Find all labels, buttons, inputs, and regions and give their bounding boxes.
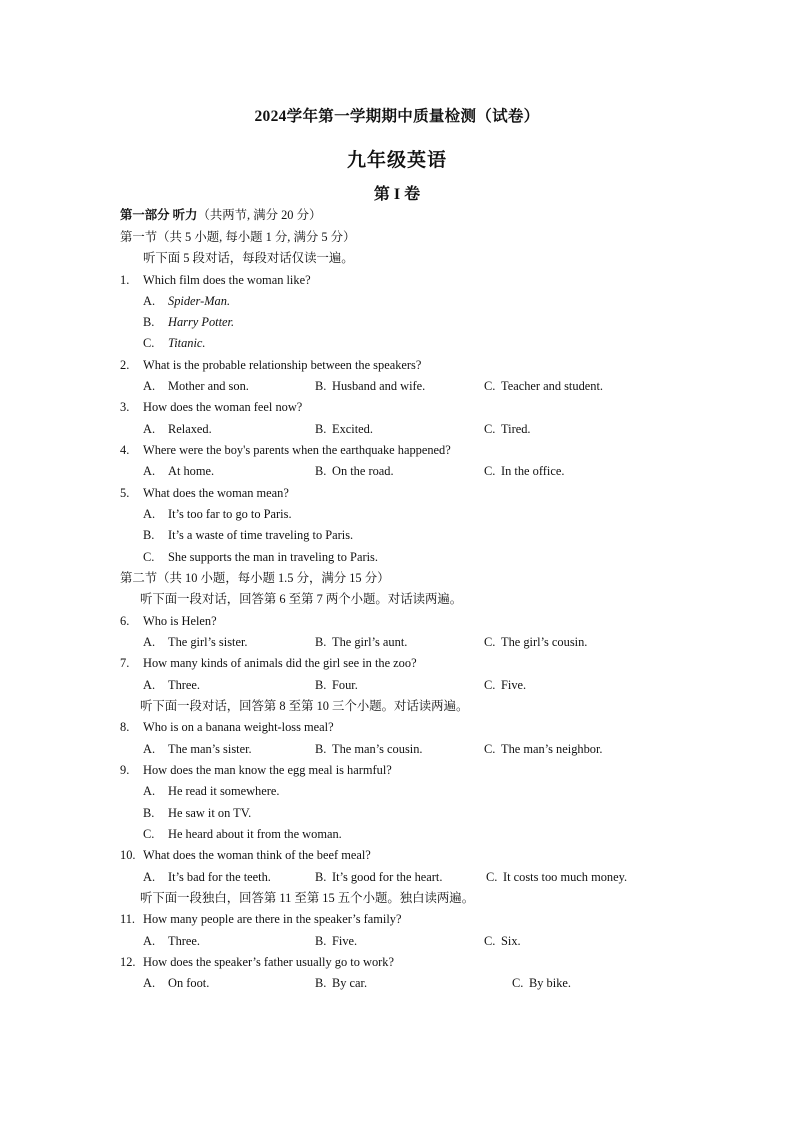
option-letter: C. — [484, 678, 496, 692]
question-number: 1. — [120, 273, 130, 287]
part1-note: （共两节, 满分 20 分） — [197, 208, 322, 222]
part1-title: 第一部分 听力 — [120, 208, 198, 222]
question-text: Who is on a banana weight-loss meal? — [143, 720, 334, 734]
question-text: Who is Helen? — [143, 614, 217, 628]
question-number: 11. — [120, 912, 136, 926]
option-text: Husband and wife. — [332, 379, 426, 393]
option-letter: B. — [315, 934, 327, 948]
option-text: The girl’s cousin. — [501, 635, 588, 649]
option-text: Five. — [501, 678, 527, 692]
option-text: Spider-Man. — [168, 294, 231, 308]
option-text: He saw it on TV. — [168, 806, 252, 820]
question-number: 6. — [120, 614, 130, 628]
question-text: How many kinds of animals did the girl see in the zoo? — [143, 656, 417, 670]
option-text: He read it somewhere. — [168, 784, 280, 798]
option-letter: A. — [143, 678, 156, 692]
question-number: 4. — [120, 443, 130, 457]
section2-instruction-b: 听下面一段对话，回答第 8 至第 10 三个小题。对话读两遍。 — [140, 699, 469, 713]
option-text: By car. — [332, 976, 368, 990]
option-text: Titanic. — [168, 336, 206, 350]
option-letter: A. — [143, 507, 156, 521]
option-letter: C. — [484, 464, 496, 478]
option-letter: B. — [143, 806, 155, 820]
option-letter: C. — [486, 870, 498, 884]
section2-title: 第二节（共 10 小题，每小题 1.5 分，满分 15 分） — [120, 571, 390, 585]
option-text: The girl’s aunt. — [332, 635, 408, 649]
option-text: Excited. — [332, 422, 373, 436]
option-letter: A. — [143, 422, 156, 436]
question-text: What does the woman think of the beef meal? — [143, 848, 371, 862]
question-text: Which film does the woman like? — [143, 273, 311, 287]
option-text: On foot. — [168, 976, 210, 990]
option-letter: B. — [315, 635, 327, 649]
question-number: 7. — [120, 656, 130, 670]
option-text: On the road. — [332, 464, 394, 478]
section2-instruction-c: 听下面一段独白，回答第 11 至第 15 五个小题。独白读两遍。 — [140, 891, 475, 905]
option-letter: A. — [143, 379, 156, 393]
option-letter: A. — [143, 635, 156, 649]
question-number: 3. — [120, 400, 130, 414]
option-letter: C. — [143, 550, 155, 564]
option-letter: C. — [484, 635, 496, 649]
option-text: Six. — [501, 934, 521, 948]
option-letter: C. — [512, 976, 524, 990]
option-letter: B. — [315, 678, 327, 692]
option-text: It’s good for the heart. — [332, 870, 443, 884]
option-letter: A. — [143, 464, 156, 478]
option-text: Five. — [332, 934, 358, 948]
option-letter: B. — [143, 528, 155, 542]
option-text: At home. — [168, 464, 215, 478]
option-text: She supports the man in traveling to Paris. — [168, 550, 378, 564]
question-number: 10. — [120, 848, 136, 862]
option-text: Three. — [168, 934, 200, 948]
option-letter: A. — [143, 294, 156, 308]
question-text: How many people are there in the speaker’s family? — [143, 912, 402, 926]
option-letter: B. — [315, 870, 327, 884]
question-text: How does the man know the egg meal is harmful? — [143, 763, 392, 777]
question-text: How does the speaker’s father usually go to work? — [143, 955, 394, 969]
option-text: He heard about it from the woman. — [168, 827, 342, 841]
option-letter: A. — [143, 934, 156, 948]
option-letter: C. — [484, 742, 496, 756]
option-text: Three. — [168, 678, 200, 692]
option-letter: B. — [315, 379, 327, 393]
option-text: Four. — [332, 678, 358, 692]
option-letter: A. — [143, 742, 156, 756]
option-text: Tired. — [501, 422, 531, 436]
option-text: It costs too much money. — [503, 870, 628, 884]
subject-title: 九年级英语 — [346, 150, 447, 171]
option-text: It’s bad for the teeth. — [168, 870, 271, 884]
volume-title: 第 I 卷 — [373, 186, 421, 203]
question-number: 8. — [120, 720, 130, 734]
question-text: What is the probable relationship between the speakers? — [143, 358, 422, 372]
option-text: In the office. — [501, 464, 565, 478]
question-text: Where were the boy's parents when the earthquake happened? — [143, 443, 451, 457]
option-letter: C. — [484, 422, 496, 436]
option-text: Teacher and student. — [501, 379, 603, 393]
question-text: What does the woman mean? — [143, 486, 289, 500]
question-text: How does the woman feel now? — [143, 400, 303, 414]
question-number: 12. — [120, 955, 136, 969]
option-text: By bike. — [529, 976, 571, 990]
option-text: It’s too far to go to Paris. — [168, 507, 292, 521]
question-number: 9. — [120, 763, 130, 777]
option-letter: B. — [143, 315, 155, 329]
option-text: It’s a waste of time traveling to Paris. — [168, 528, 354, 542]
option-letter: C. — [484, 934, 496, 948]
option-text: The man’s neighbor. — [501, 742, 603, 756]
option-letter: B. — [315, 464, 327, 478]
question-number: 5. — [120, 486, 130, 500]
option-letter: A. — [143, 976, 156, 990]
option-letter: C. — [484, 379, 496, 393]
option-text: Mother and son. — [168, 379, 249, 393]
exam-title: 2024学年第一学期期中质量检测（试卷） — [254, 108, 540, 125]
section1-instruction: 听下面 5 段对话，每段对话仅读一遍。 — [143, 251, 354, 265]
option-text: The man’s sister. — [168, 742, 252, 756]
option-letter: B. — [315, 742, 327, 756]
option-letter: A. — [143, 870, 156, 884]
question-number: 2. — [120, 358, 130, 372]
option-text: The man’s cousin. — [332, 742, 423, 756]
part1-heading — [120, 207, 321, 223]
option-letter: B. — [315, 422, 327, 436]
option-letter: C. — [143, 827, 155, 841]
option-text: The girl’s sister. — [168, 635, 248, 649]
option-letter: C. — [143, 336, 155, 350]
section1-title: 第一节（共 5 小题, 每小题 1 分, 满分 5 分） — [120, 230, 356, 244]
option-text: Relaxed. — [168, 422, 212, 436]
option-text: Harry Potter. — [168, 315, 235, 329]
section2-instruction-a: 听下面一段对话，回答第 6 至第 7 两个小题。对话读两遍。 — [140, 592, 463, 606]
option-letter: B. — [315, 976, 327, 990]
option-letter: A. — [143, 784, 156, 798]
